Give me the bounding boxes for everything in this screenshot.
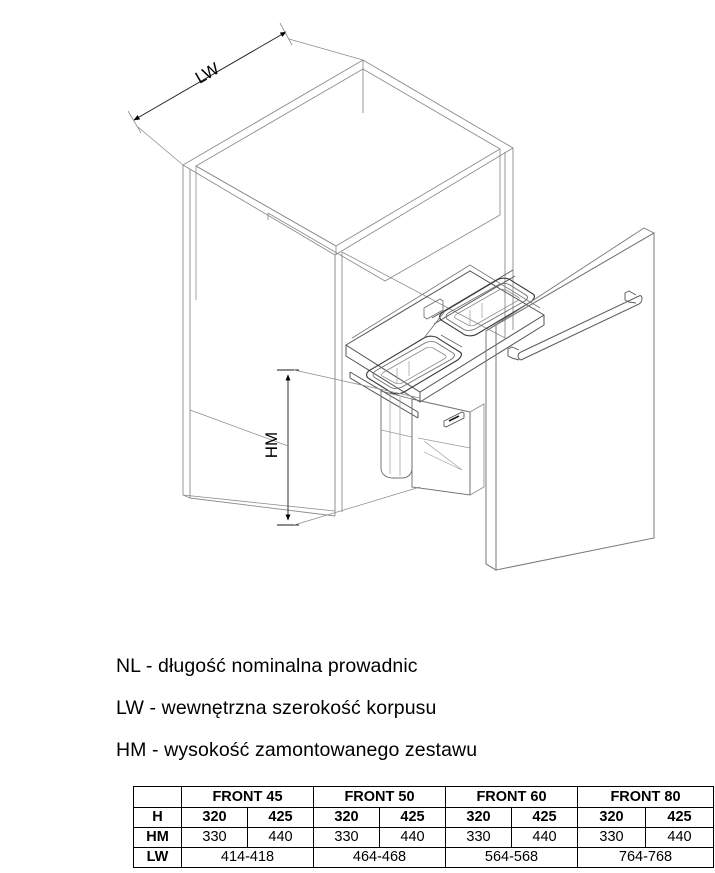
hm-dimension-label: HM: [262, 431, 281, 459]
table-row-label-lw: LW: [134, 848, 182, 868]
table-corner-cell: [134, 787, 182, 808]
table-cell-h-front45-425: 425: [248, 808, 314, 828]
table-cell-h-front45-320: 320: [182, 808, 248, 828]
table-cell-hm-front50-330: 330: [314, 828, 380, 848]
legend-line-lw: LW - wewnętrzna szerokość korpusu: [116, 697, 437, 719]
bar-handle: [508, 291, 642, 360]
table-cell-hm-front80-440: 440: [646, 828, 714, 848]
table-row-header: [134, 787, 714, 808]
spec-table: [133, 786, 714, 868]
table-group-header-front80: FRONT 80: [578, 787, 714, 808]
cabinet-carcass: [183, 60, 513, 516]
table-cell-lw-front60: 564-568: [446, 848, 578, 868]
table-cell-h-front80-320: 320: [578, 808, 646, 828]
table-cell-h-front50-425: 425: [380, 808, 446, 828]
table-cell-hm-front80-330: 330: [578, 828, 646, 848]
lw-dimension: [128, 23, 363, 165]
table-row-label-h: H: [134, 808, 182, 828]
table-group-header-front45: FRONT 45: [182, 787, 314, 808]
bin-bodies: [381, 391, 484, 495]
legend-line-nl: NL - długość nominalna prowadnic: [116, 655, 418, 677]
legend-line-hm: HM - wysokość zamontowanego zestawu: [116, 739, 478, 761]
table-cell-lw-front50: 464-468: [314, 848, 446, 868]
table-group-header-front60: FRONT 60: [446, 787, 578, 808]
table-cell-lw-front45: 414-418: [182, 848, 314, 868]
table-cell-h-front80-425: 425: [646, 808, 714, 828]
legend: [116, 645, 676, 771]
spec-table-container: [133, 786, 713, 868]
bin-lid-rear: [440, 278, 535, 336]
table-row-label-hm: HM: [134, 828, 182, 848]
table-row-hm: [134, 828, 714, 848]
table-cell-hm-front60-330: 330: [446, 828, 512, 848]
table-cell-hm-front50-440: 440: [380, 828, 446, 848]
table-cell-lw-front80: 764-768: [578, 848, 714, 868]
table-cell-hm-front60-440: 440: [512, 828, 578, 848]
table-cell-h-front60-425: 425: [512, 808, 578, 828]
drawer-front-panel: [486, 228, 654, 570]
table-cell-hm-front45-330: 330: [182, 828, 248, 848]
table-cell-h-front60-320: 320: [446, 808, 512, 828]
table-group-header-front50: FRONT 50: [314, 787, 446, 808]
table-row-lw: [134, 848, 714, 868]
table-row-h: [134, 808, 714, 828]
table-cell-h-front50-320: 320: [314, 808, 380, 828]
lw-dimension-label: LW: [191, 58, 223, 88]
table-cell-hm-front45-440: 440: [248, 828, 314, 848]
